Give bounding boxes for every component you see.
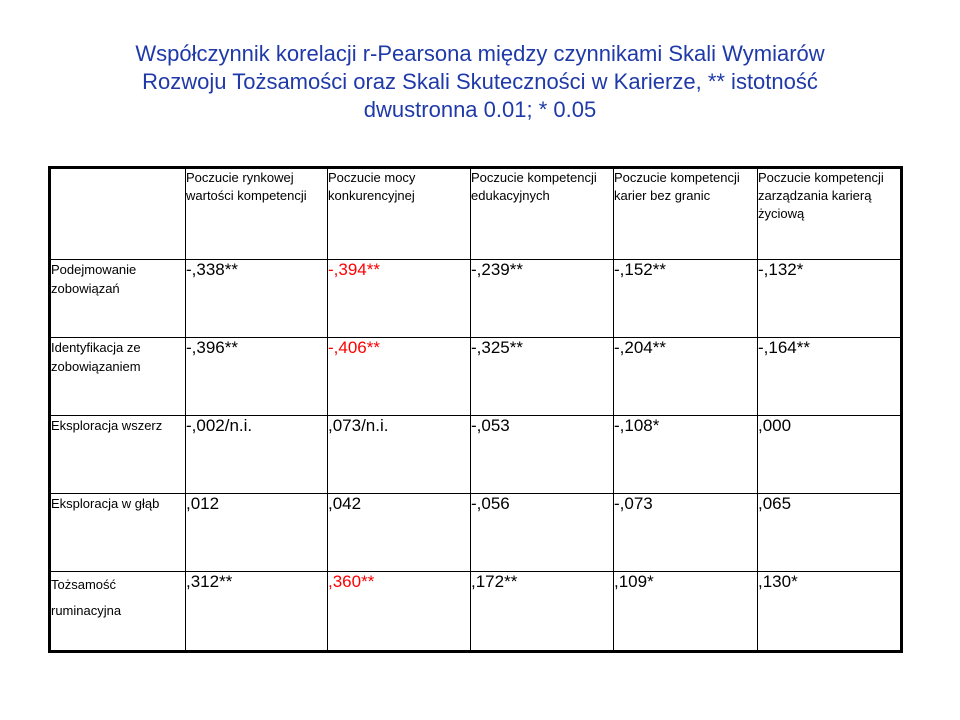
row-header: Tożsamość ruminacyjna [50, 572, 186, 652]
table-cell: -,108* [614, 416, 758, 494]
table-cell: ,000 [758, 416, 902, 494]
table-cell: ,312** [186, 572, 328, 652]
table-cell: -,239** [471, 260, 614, 338]
column-header: Poczucie rynkowej wartości kompetencji [186, 168, 328, 260]
column-header: Poczucie mocy konkurencyjnej [328, 168, 471, 260]
row-header: Eksploracja wszerz [50, 416, 186, 494]
table-cell: ,109* [614, 572, 758, 652]
table-row [50, 494, 902, 572]
table-cell: ,012 [186, 494, 328, 572]
table-cell: ,042 [328, 494, 471, 572]
title-line-3: dwustronna 0.01; * 0.05 [363, 97, 597, 122]
table-cell: -,152** [614, 260, 758, 338]
slide-title [40, 40, 920, 124]
table-cell: -,132* [758, 260, 902, 338]
title-line-2: Rozwoju Tożsamości oraz Skali Skuteczności w Karierze, ** istotność [142, 69, 818, 94]
table-cell: ,130* [758, 572, 902, 652]
row-header: Identyfikacja ze zobowiązaniem [50, 338, 186, 416]
table-cell: -,338** [186, 260, 328, 338]
table-cell: -,325** [471, 338, 614, 416]
table-cell: -,164** [758, 338, 902, 416]
table-cell: -,073 [614, 494, 758, 572]
table-row [50, 572, 902, 652]
table-row [50, 260, 902, 338]
table-cell: -,002/n.i. [186, 416, 328, 494]
header-row [50, 168, 902, 260]
table-cell: -,204** [614, 338, 758, 416]
column-header: Poczucie kompetencji zarządzania karierą życiową [758, 168, 902, 260]
row-header: Podejmowanie zobowiązań [50, 260, 186, 338]
table-cell: -,053 [471, 416, 614, 494]
table-cell: -,056 [471, 494, 614, 572]
correlation-table [48, 166, 903, 653]
title-line-1: Współczynnik korelacji r-Pearsona między czynnikami Skali Wymiarów [135, 41, 825, 66]
table-cell-highlighted: ,360** [328, 572, 471, 652]
column-header: Poczucie kompetencji edukacyjnych [471, 168, 614, 260]
table-cell: -,396** [186, 338, 328, 416]
table-cell: ,065 [758, 494, 902, 572]
table-cell: ,172** [471, 572, 614, 652]
table-cell: ,073/n.i. [328, 416, 471, 494]
table-cell-highlighted: -,406** [328, 338, 471, 416]
row-header: Eksploracja w głąb [50, 494, 186, 572]
table-row [50, 416, 902, 494]
table-cell-highlighted: -,394** [328, 260, 471, 338]
corner-cell [50, 168, 186, 260]
column-header: Poczucie kompetencji karier bez granic [614, 168, 758, 260]
table-row [50, 338, 902, 416]
